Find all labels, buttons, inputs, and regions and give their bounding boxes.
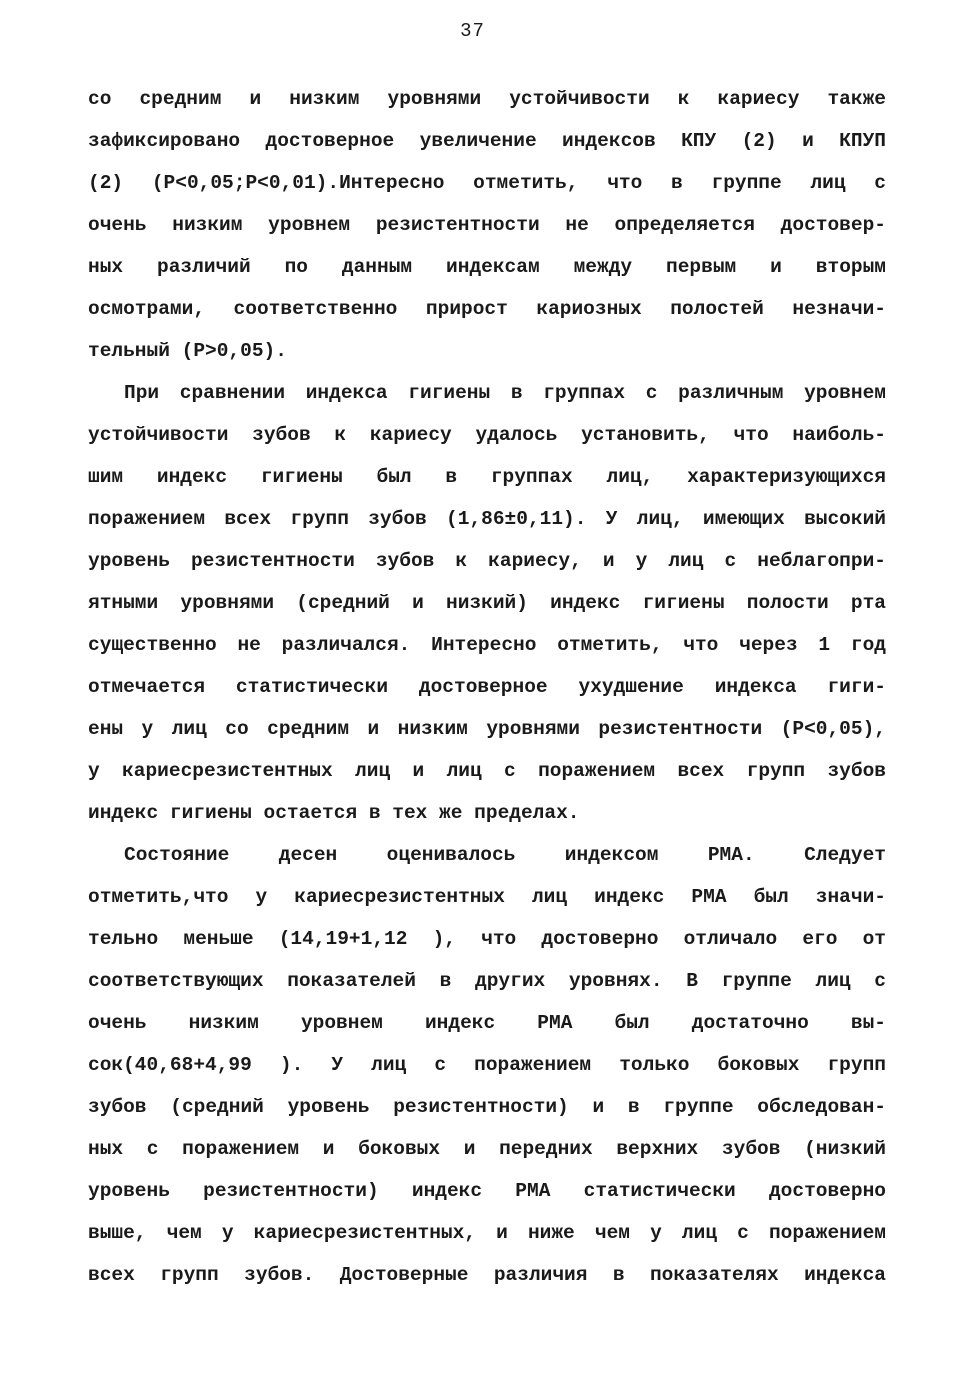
text-line: индекс гигиены остается в тех же пределах. [88,802,580,824]
text-line: всех групп зубов. Достоверные различия в показателях индекса [88,1264,886,1286]
text-line: осмотрами, соответственно прирост кариозных полостей незначи- [88,298,886,320]
text-line: со средним и низким уровнями устойчивости к кариесу также [88,88,886,110]
text-line: отмечается статистически достоверное ухудшение индекса гиги- [88,676,886,698]
text-line: устойчивости зубов к кариесу удалось установить, что наиболь- [88,424,886,446]
text-line: тельный (Р>0,05). [88,340,287,362]
text-line: ятными уровнями (средний и низкий) индекс гигиены полости рта [88,592,886,614]
text-line: у кариесрезистентных лиц и лиц с поражением всех групп зубов [88,760,886,782]
text-line: тельно меньше (14,19+1,12 ), что достоверно отличало его от [88,928,886,950]
page-number: 37 [460,20,485,42]
text-line: выше, чем у кариесрезистентных, и ниже чем у лиц с поражением [88,1222,886,1244]
text-line: уровень резистентности) индекс РМА статистически достоверно [88,1180,886,1202]
paragraph-hygiene-index [88,372,886,834]
text-line: Состояние десен оценивалось индексом РМА. Следует [124,844,886,866]
text-line: очень низким уровнем резистентности не определяется достовер- [88,214,886,236]
text-line: очень низким уровнем индекс РМА был достаточно вы- [88,1012,886,1034]
text-line: сок(40,68+4,99 ). У лиц с поражением только боковых групп [88,1054,886,1076]
text-line: поражением всех групп зубов (1,86±0,11). У лиц, имеющих высокий [88,508,886,530]
text-line: соответствующих показателей в других уровнях. В группе лиц с [88,970,886,992]
text-line: ных с поражением и боковых и передних верхних зубов (низкий [88,1138,886,1160]
text-line: отметить,что у кариесрезистентных лиц индекс РМА был значи- [88,886,886,908]
document-body [88,78,886,1296]
text-line: При сравнении индекса гигиены в группах с различным уровнем [124,382,886,404]
text-line: существенно не различался. Интересно отметить, что через 1 год [88,634,886,656]
text-line: ных различий по данным индексам между первым и вторым [88,256,886,278]
text-line: зафиксировано достоверное увеличение индексов КПУ (2) и КПУП [88,130,886,152]
text-line: (2) (Р<0,05;Р<0,01).Интересно отметить, что в группе лиц с [88,172,886,194]
text-line: зубов (средний уровень резистентности) и в группе обследован- [88,1096,886,1118]
text-line: шим индекс гигиены был в группах лиц, характеризующихся [88,466,886,488]
text-line: ены у лиц со средним и низким уровнями резистентности (Р<0,05), [88,718,886,740]
text-line: уровень резистентности зубов к кариесу, и у лиц с неблагопри- [88,550,886,572]
paragraph-pma-index [88,834,886,1296]
paragraph-caries-indices [88,78,886,372]
